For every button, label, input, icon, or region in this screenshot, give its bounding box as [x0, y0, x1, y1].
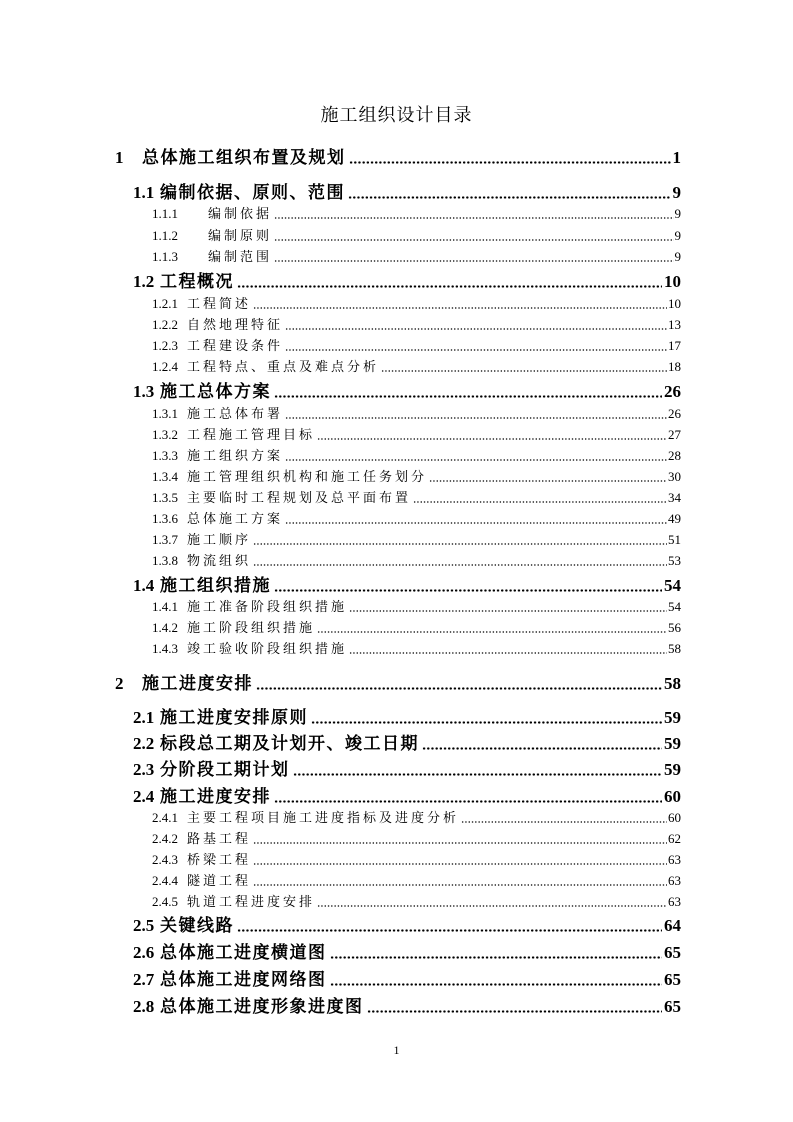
toc-dot-leader — [274, 217, 673, 219]
toc-dot-leader — [461, 821, 667, 823]
toc-section-entry — [133, 732, 681, 756]
toc-section-entry — [133, 995, 681, 1019]
toc-subsection-entry — [152, 426, 681, 444]
toc-section-entry — [133, 785, 681, 809]
toc-dot-leader — [381, 370, 667, 372]
toc-entry-page: 53 — [668, 553, 681, 568]
toc-entry-number: 2 — [115, 674, 124, 693]
toc-entry-page: 28 — [668, 448, 681, 463]
toc-entry-number: 2.4.5 — [152, 894, 178, 909]
toc-subsection-entry — [152, 552, 681, 570]
toc-entry-title: 桥梁工程 — [187, 852, 252, 867]
toc-entry-number: 2.4.3 — [152, 852, 178, 867]
toc-entry-title: 主要工程项目施工进度指标及进度分析 — [187, 810, 460, 825]
toc-dot-leader — [317, 905, 667, 907]
toc-entry-page: 60 — [668, 810, 681, 825]
toc-subsection-entry — [152, 893, 681, 911]
toc-entry-page: 1 — [672, 148, 681, 167]
toc-subsection-entry — [152, 830, 681, 848]
toc-dot-leader — [253, 307, 667, 309]
toc-dot-leader — [274, 589, 662, 592]
toc-subsection-entry — [152, 809, 681, 827]
toc-entry-number: 2.4 — [133, 787, 155, 806]
toc-entry-page: 58 — [664, 674, 681, 693]
toc-entry-number: 2.5 — [133, 916, 155, 935]
toc-entry-page: 27 — [668, 427, 681, 442]
toc-entry-title: 编制依据、原则、范围 — [160, 183, 345, 202]
toc-entry-number: 1.4.1 — [152, 599, 178, 614]
toc-entry-title: 编制原则 — [208, 228, 273, 243]
toc-dot-leader — [285, 328, 667, 330]
toc-dot-leader — [285, 459, 667, 461]
toc-subsection-entry — [152, 205, 681, 223]
toc-entry-number: 1.3.5 — [152, 490, 178, 505]
toc-section-entry — [133, 574, 681, 598]
toc-entry-title: 施工顺序 — [187, 532, 252, 547]
toc-entry-page: 30 — [668, 469, 681, 484]
toc-section-entry — [133, 270, 681, 294]
toc-subsection-entry — [152, 598, 681, 616]
toc-entry-number: 1.1.3 — [152, 249, 178, 264]
toc-subsection-entry — [152, 619, 681, 637]
toc-dot-leader — [293, 773, 663, 776]
toc-dot-leader — [348, 196, 671, 199]
toc-entry-page: 65 — [664, 997, 681, 1016]
toc-dot-leader — [274, 260, 673, 262]
toc-entry-number: 1 — [115, 148, 124, 167]
toc-entry-title: 路基工程 — [187, 831, 252, 846]
toc-dot-leader — [349, 161, 671, 164]
toc-entry-title: 物流组织 — [187, 553, 252, 568]
toc-entry-title: 竣工验收阶段组织措施 — [187, 641, 348, 656]
toc-dot-leader — [285, 349, 667, 351]
toc-entry-number: 1.3.6 — [152, 511, 178, 526]
toc-subsection-entry — [152, 337, 681, 355]
toc-entry-page: 59 — [664, 760, 681, 779]
toc-dot-leader — [274, 239, 673, 241]
toc-entry-page: 10 — [668, 296, 681, 311]
toc-section-entry — [133, 914, 681, 938]
toc-entry-page: 49 — [668, 511, 681, 526]
toc-entry-title: 自然地理特征 — [187, 317, 284, 332]
toc-entry-title: 总体施工进度形象进度图 — [160, 997, 364, 1016]
toc-entry-title: 隧道工程 — [187, 873, 252, 888]
toc-entry-number: 1.3.7 — [152, 532, 178, 547]
toc-entry-page: 18 — [668, 359, 681, 374]
toc-section-entry — [133, 181, 681, 205]
toc-entry-title: 施工进度安排 — [160, 787, 271, 806]
toc-entry-number: 1.2.1 — [152, 296, 178, 311]
toc-entry-title: 工程施工管理目标 — [187, 427, 316, 442]
toc-entry-title: 施工进度安排 — [142, 674, 253, 693]
toc-entry-number: 1.1 — [133, 183, 155, 202]
toc-dot-leader — [349, 610, 667, 612]
toc-dot-leader — [237, 929, 662, 932]
toc-entry-page: 60 — [664, 787, 681, 806]
toc-entry-page: 9 — [672, 183, 681, 202]
toc-entry-title: 工程建设条件 — [187, 338, 284, 353]
toc-entry-title: 主要临时工程规划及总平面布置 — [187, 490, 412, 505]
toc-entry-number: 1.3.2 — [152, 427, 178, 442]
toc-section-entry — [133, 941, 681, 965]
toc-entry-title: 工程特点、重点及难点分析 — [187, 359, 380, 374]
toc-dot-leader — [253, 863, 667, 865]
toc-subsection-entry — [152, 316, 681, 334]
page-number: 1 — [393, 1043, 400, 1057]
toc-entry-number: 2.8 — [133, 997, 155, 1016]
toc-entry-page: 34 — [668, 490, 681, 505]
toc-entry-number: 2.6 — [133, 943, 155, 962]
toc-chapter-entry — [115, 672, 681, 696]
toc-entry-title: 总体施工进度网络图 — [160, 970, 327, 989]
toc-dot-leader — [253, 543, 667, 545]
toc-entry-title: 施工阶段组织措施 — [187, 620, 316, 635]
toc-dot-leader — [285, 522, 667, 524]
toc-entry-page: 9 — [674, 228, 681, 243]
toc-subsection-entry — [152, 358, 681, 376]
toc-entry-number: 2.4.2 — [152, 831, 178, 846]
toc-entry-page: 63 — [668, 852, 681, 867]
toc-dot-leader — [422, 747, 662, 750]
toc-subsection-entry — [152, 489, 681, 507]
toc-entry-number: 1.1.1 — [152, 206, 178, 221]
toc-entry-page: 26 — [668, 406, 681, 421]
toc-subsection-entry — [152, 640, 681, 658]
toc-entry-page: 9 — [674, 249, 681, 264]
toc-entry-page: 51 — [668, 532, 681, 547]
toc-subsection-entry — [152, 447, 681, 465]
toc-dot-leader — [256, 687, 662, 690]
toc-dot-leader — [317, 631, 667, 633]
toc-entry-number: 2.1 — [133, 708, 155, 727]
toc-subsection-entry — [152, 405, 681, 423]
toc-dot-leader — [274, 800, 662, 803]
toc-entry-title: 关键线路 — [160, 916, 234, 935]
document-title: 施工组织设计目录 — [320, 105, 473, 125]
toc-entry-title: 施工组织方案 — [187, 448, 284, 463]
toc-dot-leader — [274, 395, 662, 398]
toc-subsection-entry — [152, 872, 681, 890]
toc-subsection-entry — [152, 248, 681, 266]
toc-entry-page: 64 — [664, 916, 681, 935]
toc-entry-page: 56 — [668, 620, 681, 635]
toc-entry-page: 62 — [668, 831, 681, 846]
toc-subsection-entry — [152, 851, 681, 869]
toc-entry-number: 2.3 — [133, 760, 155, 779]
toc-dot-leader — [285, 417, 667, 419]
toc-entry-number: 2.7 — [133, 970, 155, 989]
toc-entry-page: 63 — [668, 894, 681, 909]
toc-dot-leader — [237, 285, 662, 288]
toc-entry-title: 施工准备阶段组织措施 — [187, 599, 348, 614]
toc-entry-number: 1.2.3 — [152, 338, 178, 353]
toc-dot-leader — [330, 983, 663, 986]
toc-entry-page: 54 — [664, 576, 681, 595]
toc-entry-title: 施工管理组织机构和施工任务划分 — [187, 469, 428, 484]
toc-entry-number: 2.4.4 — [152, 873, 178, 888]
toc-entry-number: 1.3.4 — [152, 469, 178, 484]
toc-entry-page: 17 — [668, 338, 681, 353]
toc-entry-number: 2.4.1 — [152, 810, 178, 825]
toc-entry-page: 58 — [668, 641, 681, 656]
toc-entry-number: 1.3 — [133, 382, 155, 401]
toc-subsection-entry — [152, 531, 681, 549]
toc-dot-leader — [253, 564, 667, 566]
toc-entry-number: 1.4 — [133, 576, 155, 595]
toc-subsection-entry — [152, 295, 681, 313]
toc-entry-number: 1.2.4 — [152, 359, 178, 374]
toc-entry-title: 施工组织措施 — [160, 576, 271, 595]
toc-section-entry — [133, 758, 681, 782]
toc-entry-title: 编制范围 — [208, 249, 273, 264]
toc-entry-page: 65 — [664, 943, 681, 962]
toc-subsection-entry — [152, 468, 681, 486]
toc-dot-leader — [429, 480, 667, 482]
toc-entry-page: 59 — [664, 708, 681, 727]
toc-entry-page: 13 — [668, 317, 681, 332]
toc-dot-leader — [349, 652, 667, 654]
toc-section-entry — [133, 380, 681, 404]
toc-section-entry — [133, 968, 681, 992]
toc-entry-title: 工程简述 — [187, 296, 252, 311]
toc-chapter-entry — [115, 146, 681, 170]
toc-entry-number: 1.3.1 — [152, 406, 178, 421]
toc-dot-leader — [253, 842, 667, 844]
toc-dot-leader — [413, 501, 667, 503]
toc-entry-title: 总体施工组织布置及规划 — [142, 148, 346, 167]
toc-entry-number: 1.1.2 — [152, 228, 178, 243]
toc-dot-leader — [311, 721, 662, 724]
toc-entry-title: 总体施工进度横道图 — [160, 943, 327, 962]
toc-entry-title: 总体施工方案 — [187, 511, 284, 526]
toc-entry-title: 轨道工程进度安排 — [187, 894, 316, 909]
toc-entry-number: 1.2.2 — [152, 317, 178, 332]
toc-entry-page: 9 — [674, 206, 681, 221]
toc-entry-number: 2.2 — [133, 734, 155, 753]
toc-entry-title: 施工总体方案 — [160, 382, 271, 401]
toc-entry-title: 标段总工期及计划开、竣工日期 — [160, 734, 419, 753]
toc-entry-page: 10 — [664, 272, 681, 291]
toc-entry-page: 54 — [668, 599, 681, 614]
toc-entry-page: 63 — [668, 873, 681, 888]
toc-entry-page: 59 — [664, 734, 681, 753]
toc-dot-leader — [317, 438, 667, 440]
toc-entry-title: 施工总体布署 — [187, 406, 284, 421]
toc-dot-leader — [330, 956, 663, 959]
toc-entry-number: 1.3.3 — [152, 448, 178, 463]
toc-entry-number: 1.4.3 — [152, 641, 178, 656]
toc-entry-title: 编制依据 — [208, 206, 273, 221]
toc-entry-title: 分阶段工期计划 — [160, 760, 290, 779]
toc-entry-title: 工程概况 — [160, 272, 234, 291]
toc-entry-number: 1.2 — [133, 272, 155, 291]
toc-entry-number: 1.3.8 — [152, 553, 178, 568]
toc-entry-title: 施工进度安排原则 — [160, 708, 308, 727]
toc-subsection-entry — [152, 227, 681, 245]
toc-entry-page: 65 — [664, 970, 681, 989]
toc-entry-number: 1.4.2 — [152, 620, 178, 635]
toc-dot-leader — [253, 884, 667, 886]
toc-section-entry — [133, 706, 681, 730]
toc-dot-leader — [367, 1010, 663, 1013]
toc-entry-page: 26 — [664, 382, 681, 401]
toc-subsection-entry — [152, 510, 681, 528]
